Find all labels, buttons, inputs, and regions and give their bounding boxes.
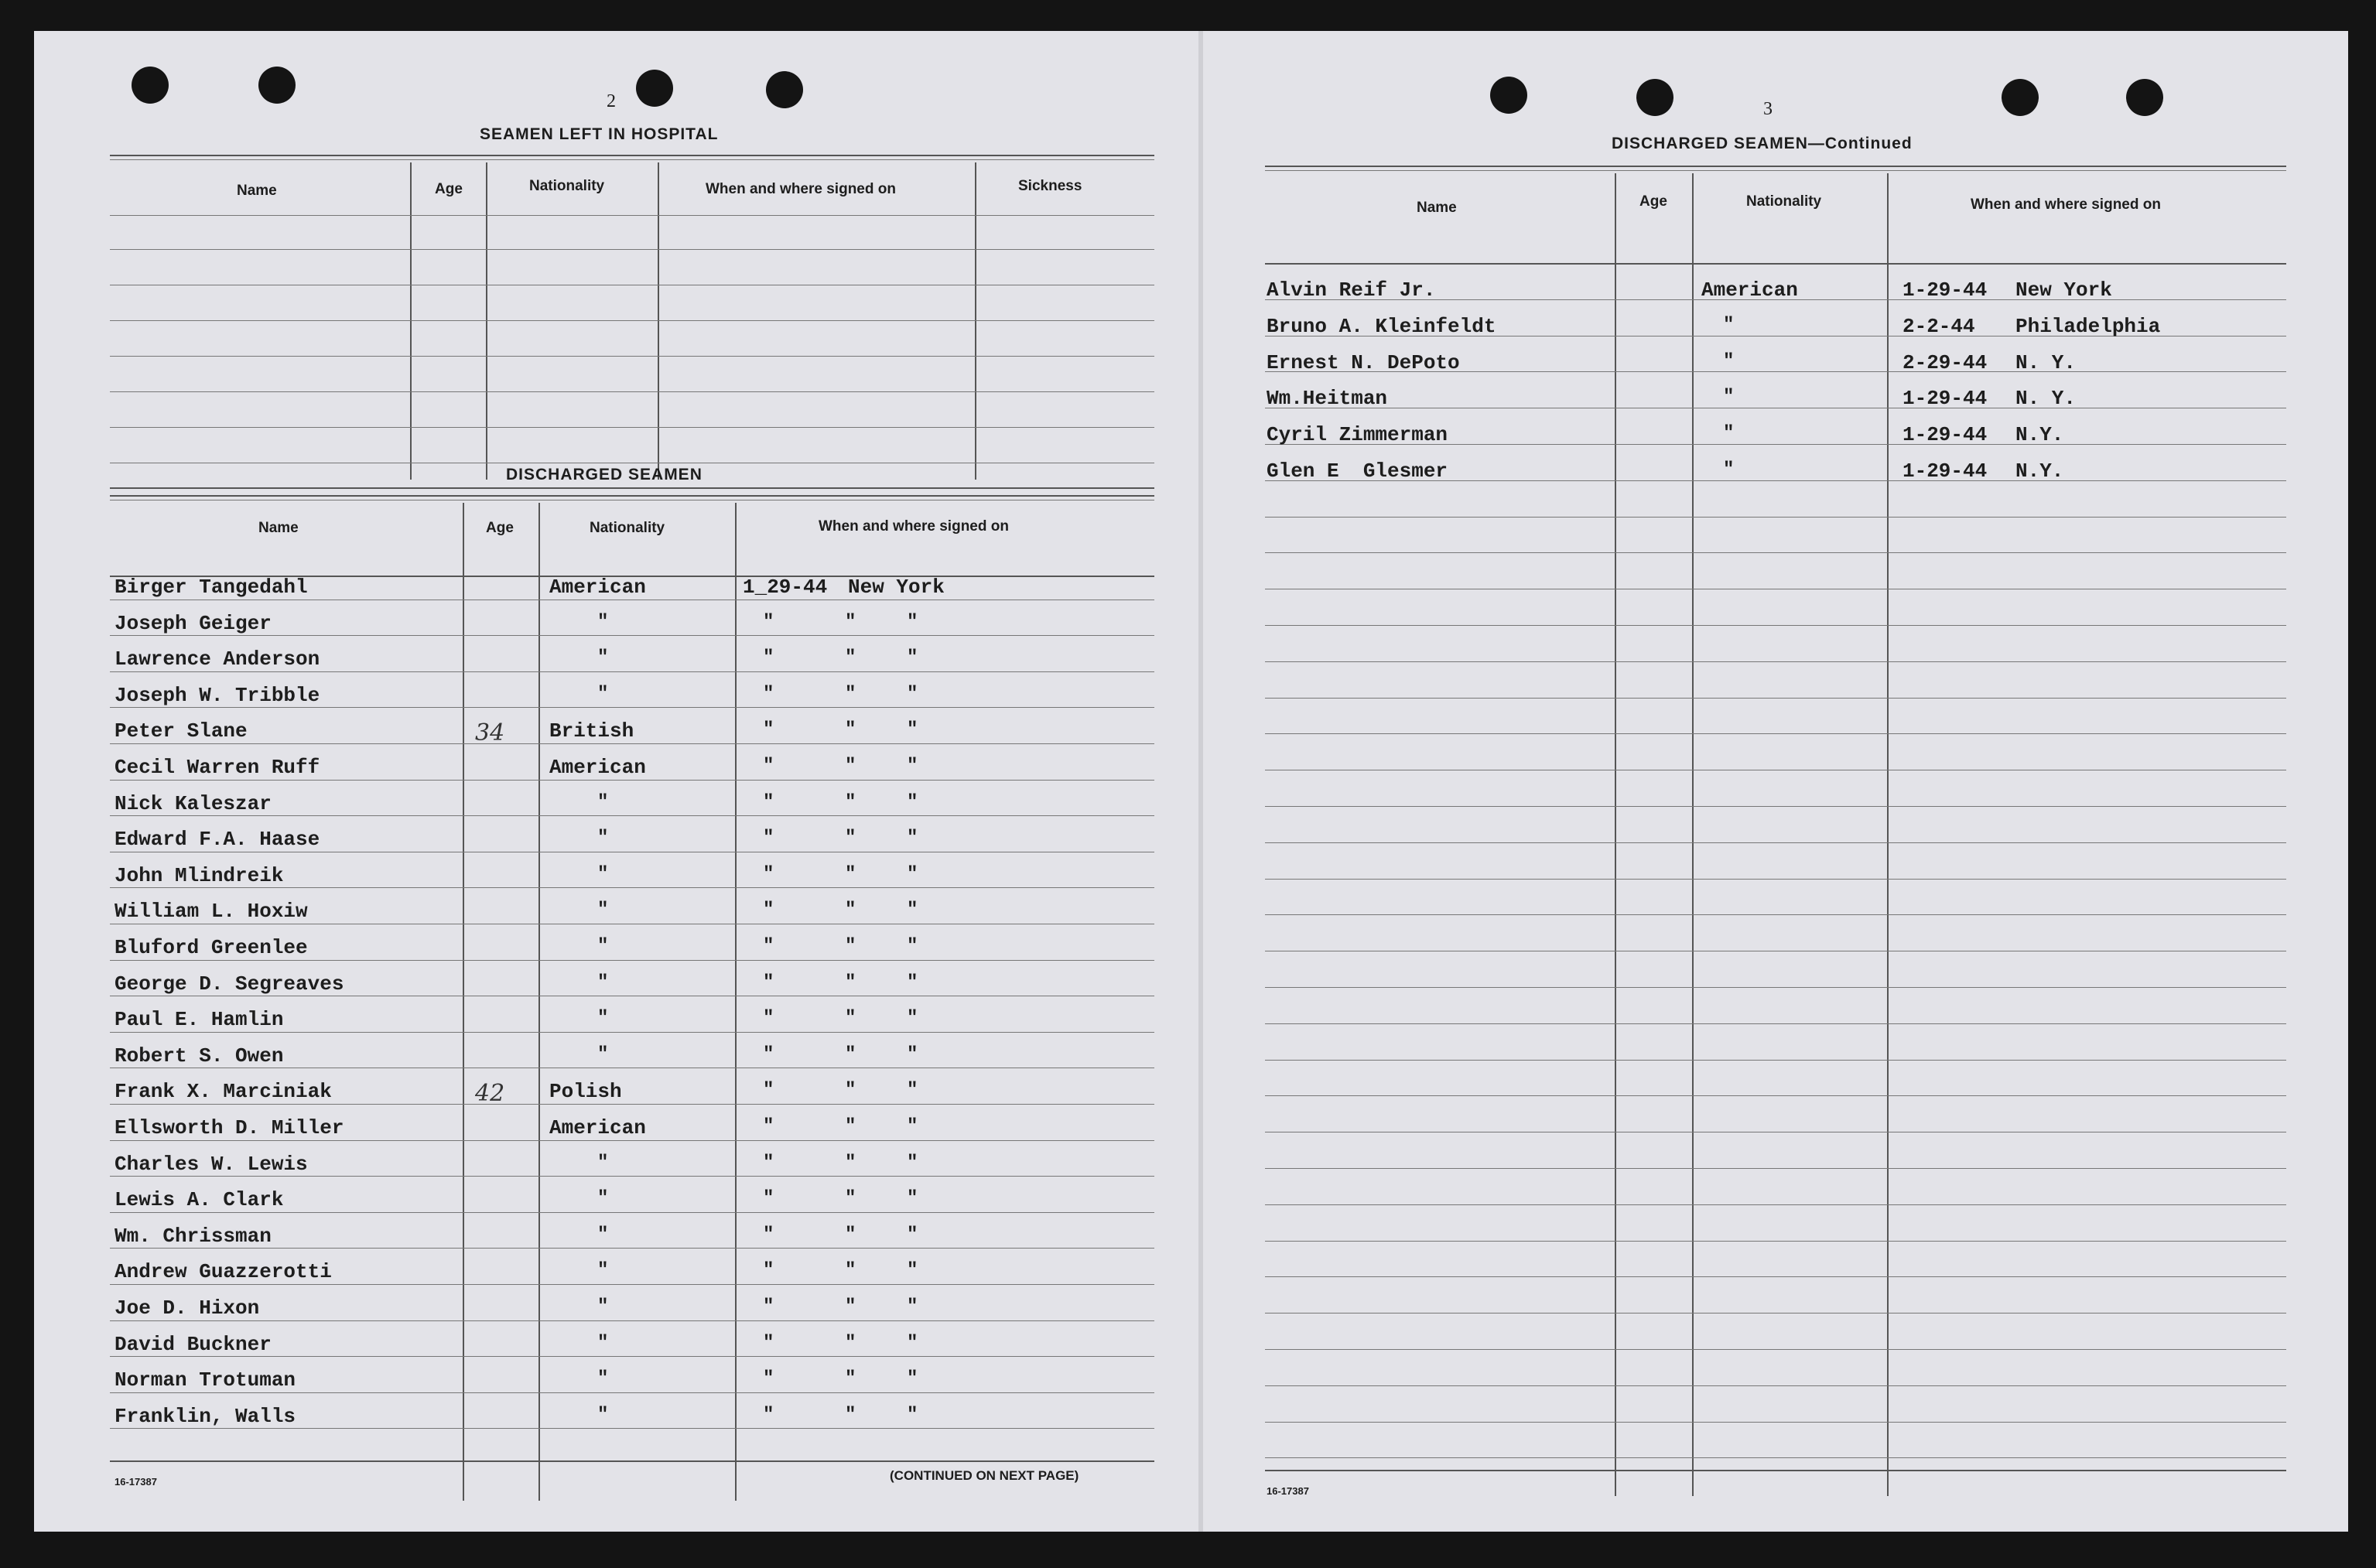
nationality-ditto: "	[597, 864, 609, 885]
seaman-name: Joseph Geiger	[115, 612, 272, 635]
row-rule	[1265, 987, 2286, 988]
place-ditto: "	[845, 1080, 856, 1101]
seaman-name: Frank X. Marciniak	[115, 1080, 332, 1103]
date-ditto: "	[763, 719, 774, 740]
nationality-ditto: "	[597, 1405, 609, 1426]
punch-hole	[132, 67, 169, 104]
seaman-name: William L. Hoxiw	[115, 900, 308, 923]
seaman-name: George D. Segreaves	[115, 972, 344, 996]
place-ditto: "	[845, 1153, 856, 1173]
place-ditto: "	[907, 1116, 918, 1137]
page-number: 2	[607, 91, 616, 111]
date-ditto: "	[763, 936, 774, 957]
col-header: Nationality	[590, 520, 665, 536]
seaman-name: Edward F.A. Haase	[115, 828, 320, 851]
date-ditto: "	[763, 612, 774, 633]
row-rule	[110, 1104, 1154, 1105]
date-ditto: "	[763, 1260, 774, 1281]
place-ditto: "	[907, 1188, 918, 1209]
hospital-title: SEAMEN LEFT IN HOSPITAL	[480, 125, 719, 143]
nationality-ditto: "	[597, 1260, 609, 1281]
place-ditto: "	[907, 1260, 918, 1281]
date-ditto: "	[763, 756, 774, 777]
place-ditto: "	[907, 612, 918, 633]
seaman-name: Wm. Chrissman	[115, 1225, 272, 1248]
col-header: Nationality	[529, 178, 605, 194]
seaman-name: John Mlindreik	[115, 864, 284, 887]
place-ditto: "	[845, 1368, 856, 1389]
seaman-name: Bluford Greenlee	[115, 936, 308, 959]
date-ditto: "	[763, 1405, 774, 1426]
row-rule	[110, 960, 1154, 961]
nationality-ditto: "	[597, 1296, 609, 1317]
row-rule	[1265, 625, 2286, 626]
place-ditto: "	[845, 1296, 856, 1317]
nationality-ditto: "	[597, 1008, 609, 1029]
seaman-name: Paul E. Hamlin	[115, 1008, 284, 1031]
row-rule	[1265, 1457, 2286, 1458]
date-ditto: "	[763, 1225, 774, 1245]
row-rule	[110, 1392, 1154, 1393]
punch-hole	[636, 70, 673, 107]
date-ditto: "	[763, 1153, 774, 1173]
nationality-ditto: "	[597, 792, 609, 813]
place-ditto: "	[907, 1333, 918, 1354]
signed-on-place: N.Y.	[2015, 459, 2064, 483]
row-rule	[1265, 517, 2286, 518]
place-ditto: "	[845, 647, 856, 668]
place-ditto: "	[907, 1368, 918, 1389]
place-ditto: "	[907, 900, 918, 921]
nationality-ditto: "	[597, 1333, 609, 1354]
seaman-name: Birger Tangedahl	[115, 576, 308, 599]
left-page	[34, 31, 1198, 1532]
seaman-name: Wm.Heitman	[1267, 387, 1388, 410]
row-rule	[1265, 661, 2286, 662]
row-rule	[110, 1212, 1154, 1213]
seaman-name: Franklin, Walls	[115, 1405, 296, 1428]
row-rule	[110, 1032, 1154, 1033]
row-rule	[1265, 552, 2286, 553]
nationality-ditto: "	[597, 1368, 609, 1389]
place-ditto: "	[845, 684, 856, 705]
signed-on-place: New York	[2015, 278, 2112, 302]
seaman-nationality: American	[549, 576, 646, 599]
row-rule	[1265, 1385, 2286, 1386]
seaman-age: 42	[475, 1080, 505, 1107]
place-ditto: "	[907, 756, 918, 777]
seaman-name: Ellsworth D. Miller	[115, 1116, 344, 1139]
row-rule	[110, 1320, 1154, 1321]
seaman-name: Andrew Guazzerotti	[115, 1260, 332, 1283]
punch-hole	[2002, 79, 2039, 116]
seaman-nationality: British	[549, 719, 634, 743]
col-header: When and where signed on	[706, 181, 896, 197]
place-ditto: "	[907, 1405, 918, 1426]
row-rule	[1265, 1095, 2286, 1096]
signed-on-date: 1-29-44	[1903, 278, 1988, 302]
seaman-name: Ernest N. DePoto	[1267, 351, 1460, 374]
place-ditto: "	[907, 828, 918, 849]
seaman-nationality: Polish	[549, 1080, 622, 1103]
place-ditto: "	[907, 1153, 918, 1173]
nationality-ditto: "	[597, 1044, 609, 1065]
row-rule	[1265, 1060, 2286, 1061]
punch-hole	[1636, 79, 1673, 116]
col-header: Name	[258, 520, 299, 536]
row-rule	[110, 707, 1154, 708]
nationality-ditto: "	[1723, 459, 1735, 480]
date-ditto: "	[763, 1333, 774, 1354]
signed-on-date: 2-29-44	[1903, 351, 1988, 374]
col-header: Age	[486, 520, 514, 536]
nationality-ditto: "	[597, 972, 609, 993]
date-ditto: "	[763, 1188, 774, 1209]
row-rule	[110, 887, 1154, 888]
row-rule	[110, 1284, 1154, 1285]
seaman-name: Joe D. Hixon	[115, 1296, 260, 1320]
signed-on-date: 1-29-44	[1903, 387, 1988, 410]
seaman-name: Joseph W. Tribble	[115, 684, 320, 707]
col-header: Name	[1417, 200, 1457, 216]
place-ditto: "	[907, 792, 918, 813]
seaman-name: Charles W. Lewis	[115, 1153, 308, 1176]
row-rule	[1265, 842, 2286, 843]
row-rule	[1265, 879, 2286, 880]
place-ditto: "	[907, 1044, 918, 1065]
nationality-ditto: "	[597, 1188, 609, 1209]
row-rule	[1265, 1023, 2286, 1024]
date-ditto: "	[763, 1368, 774, 1389]
place-ditto: "	[907, 1008, 918, 1029]
place-ditto: "	[845, 612, 856, 633]
place-ditto: "	[845, 936, 856, 957]
signed-on-date: 1_29-44	[743, 576, 828, 599]
page-number: 3	[1763, 99, 1773, 119]
row-rule	[110, 1176, 1154, 1177]
row-rule	[110, 815, 1154, 816]
form-code: 16-17387	[115, 1476, 157, 1488]
row-rule	[110, 635, 1154, 636]
seaman-name: Glen E Glesmer	[1267, 459, 1448, 483]
date-ditto: "	[763, 864, 774, 885]
nationality-ditto: "	[597, 1153, 609, 1173]
place-ditto: "	[845, 1116, 856, 1137]
place-ditto: "	[845, 719, 856, 740]
date-ditto: "	[763, 1044, 774, 1065]
place-ditto: "	[845, 1008, 856, 1029]
place-ditto: "	[845, 864, 856, 885]
col-header: When and where signed on	[1971, 196, 2161, 213]
row-rule	[110, 671, 1154, 672]
place-ditto: "	[907, 684, 918, 705]
seaman-nationality: American	[549, 756, 646, 779]
col-header: Sickness	[1018, 178, 1082, 194]
col-header: When and where signed on	[819, 518, 1009, 535]
signed-on-date: 1-29-44	[1903, 423, 1988, 446]
place-ditto: "	[907, 972, 918, 993]
row-rule	[1265, 914, 2286, 915]
date-ditto: "	[763, 647, 774, 668]
row-rule	[1265, 1168, 2286, 1169]
row-rule	[1265, 1349, 2286, 1350]
place-ditto: "	[907, 1225, 918, 1245]
seaman-name: Cyril Zimmerman	[1267, 423, 1448, 446]
nationality-ditto: "	[597, 684, 609, 705]
form-code: 16-17387	[1267, 1485, 1309, 1497]
row-rule	[110, 1356, 1154, 1357]
row-rule	[110, 1428, 1154, 1429]
punch-hole	[766, 71, 803, 108]
discharged-title: DISCHARGED SEAMEN	[506, 466, 703, 483]
col-header: Age	[435, 181, 463, 197]
place-ditto: "	[845, 828, 856, 849]
row-rule	[1265, 1204, 2286, 1205]
place-ditto: "	[845, 756, 856, 777]
signed-on-date: 2-2-44	[1903, 315, 1975, 338]
seaman-name: Alvin Reif Jr.	[1267, 278, 1436, 302]
place-ditto: "	[907, 936, 918, 957]
seaman-name: Bruno A. Kleinfeldt	[1267, 315, 1496, 338]
row-rule	[110, 743, 1154, 744]
discharged-continued-title: DISCHARGED SEAMEN—Continued	[1612, 135, 1913, 152]
seaman-name: Lewis A. Clark	[115, 1188, 284, 1211]
date-ditto: "	[763, 1080, 774, 1101]
seaman-nationality: American	[1701, 278, 1798, 302]
place-ditto: "	[845, 900, 856, 921]
date-ditto: "	[763, 828, 774, 849]
place-ditto: "	[907, 719, 918, 740]
row-rule	[1265, 1241, 2286, 1242]
nationality-ditto: "	[597, 647, 609, 668]
place-ditto: "	[907, 864, 918, 885]
punch-hole	[2126, 79, 2163, 116]
row-rule	[1265, 1422, 2286, 1423]
date-ditto: "	[763, 1116, 774, 1137]
date-ditto: "	[763, 684, 774, 705]
seaman-nationality: American	[549, 1116, 646, 1139]
signed-on-place: N.Y.	[2015, 423, 2064, 446]
seaman-name: Robert S. Owen	[115, 1044, 284, 1068]
row-rule	[110, 780, 1154, 781]
place-ditto: "	[845, 1188, 856, 1209]
seaman-name: David Buckner	[115, 1333, 272, 1356]
seaman-name: Lawrence Anderson	[115, 647, 320, 671]
row-rule	[1265, 1276, 2286, 1277]
signed-on-place: N. Y.	[2015, 351, 2077, 374]
nationality-ditto: "	[597, 936, 609, 957]
date-ditto: "	[763, 1008, 774, 1029]
signed-on-place: N. Y.	[2015, 387, 2077, 410]
date-ditto: "	[763, 792, 774, 813]
signed-on-place: Philadelphia	[2015, 315, 2161, 338]
date-ditto: "	[763, 972, 774, 993]
place-ditto: "	[907, 647, 918, 668]
signed-on-date: 1-29-44	[1903, 459, 1988, 483]
row-rule	[1265, 263, 2286, 265]
seaman-name: Norman Trotuman	[115, 1368, 296, 1392]
punch-hole	[1490, 77, 1527, 114]
place-ditto: "	[907, 1080, 918, 1101]
place-ditto: "	[845, 1333, 856, 1354]
nationality-ditto: "	[597, 1225, 609, 1245]
seaman-name: Peter Slane	[115, 719, 248, 743]
place-ditto: "	[845, 1405, 856, 1426]
row-rule	[110, 1140, 1154, 1141]
nationality-ditto: "	[1723, 387, 1735, 408]
place-ditto: "	[845, 1044, 856, 1065]
place-ditto: "	[845, 972, 856, 993]
nationality-ditto: "	[597, 828, 609, 849]
nationality-ditto: "	[1723, 423, 1735, 444]
seaman-age: 34	[475, 719, 505, 746]
row-rule	[1265, 806, 2286, 807]
place-ditto: "	[907, 1296, 918, 1317]
col-header: Nationality	[1746, 193, 1822, 210]
col-header: Age	[1639, 193, 1667, 210]
continued-note: (CONTINUED ON NEXT PAGE)	[890, 1468, 1079, 1483]
nationality-ditto: "	[1723, 315, 1735, 336]
signed-on-place: New York	[848, 576, 945, 599]
place-ditto: "	[845, 792, 856, 813]
date-ditto: "	[763, 1296, 774, 1317]
punch-hole	[258, 67, 296, 104]
nationality-ditto: "	[597, 612, 609, 633]
row-rule	[110, 1248, 1154, 1249]
row-rule	[1265, 733, 2286, 734]
right-page	[1203, 31, 2348, 1532]
place-ditto: "	[845, 1225, 856, 1245]
row-rule	[1265, 698, 2286, 699]
seaman-name: Nick Kaleszar	[115, 792, 272, 815]
seaman-name: Cecil Warren Ruff	[115, 756, 320, 779]
date-ditto: "	[763, 900, 774, 921]
nationality-ditto: "	[597, 900, 609, 921]
nationality-ditto: "	[1723, 351, 1735, 372]
place-ditto: "	[845, 1260, 856, 1281]
col-header: Name	[237, 183, 277, 199]
